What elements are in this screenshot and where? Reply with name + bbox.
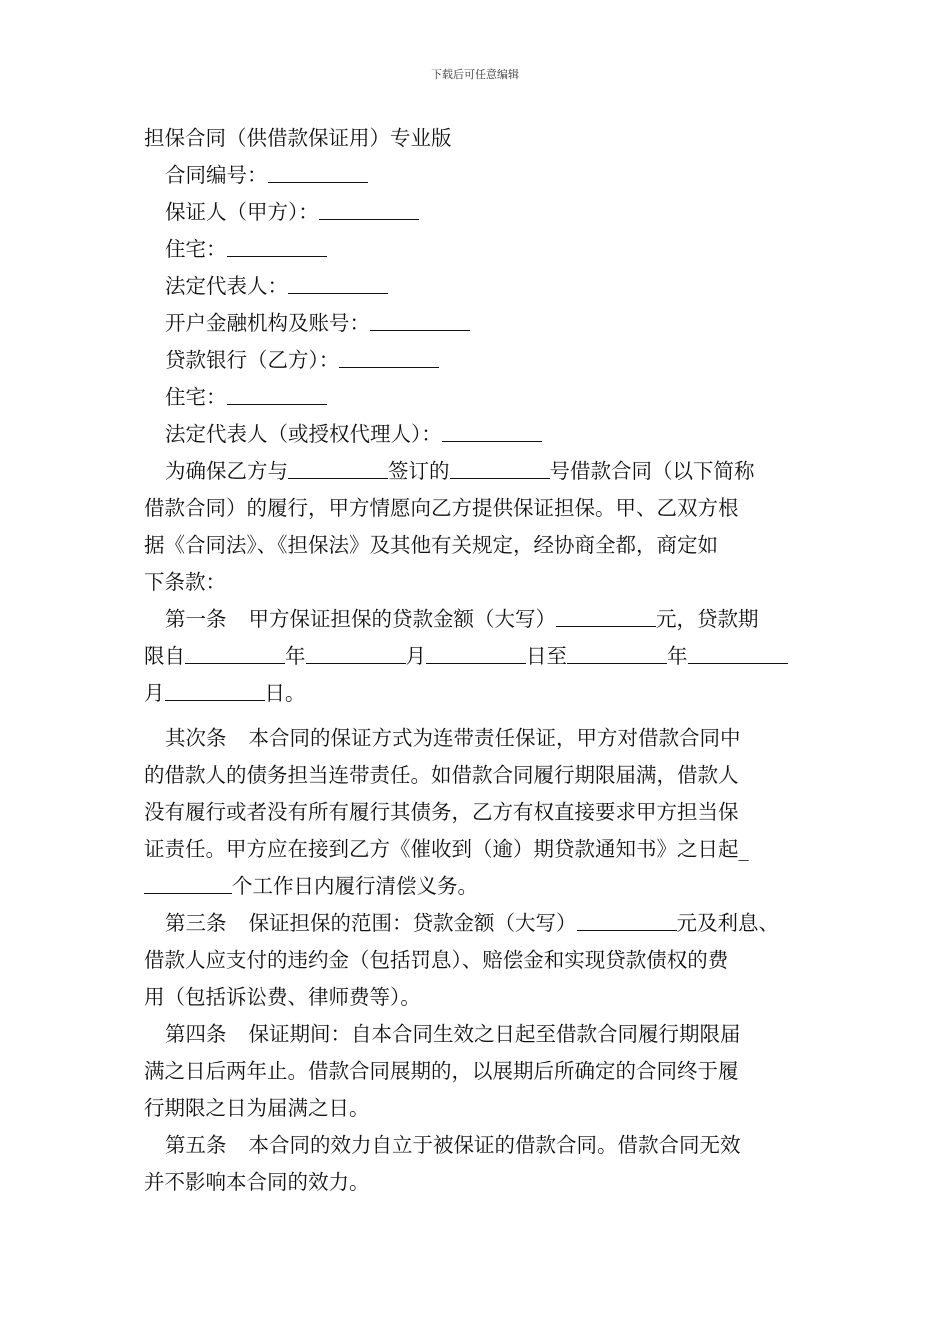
preamble-line: 据《合同法》、《担保法》及其他有关规定，经协商全都，商定如 bbox=[144, 533, 718, 557]
article-line bbox=[144, 1016, 809, 1053]
field-lender-address bbox=[144, 379, 809, 416]
fill-blank[interactable] bbox=[426, 643, 526, 664]
field-label: 法定代表人（或授权代理人）： bbox=[165, 422, 442, 446]
preamble-line: 下条款： bbox=[144, 570, 226, 594]
field-guarantor-rep bbox=[144, 268, 809, 305]
text: 个工作日内履行清偿义务。 bbox=[232, 874, 478, 898]
field-lender-rep bbox=[144, 416, 809, 453]
field-lender bbox=[144, 342, 809, 379]
fill-blank[interactable] bbox=[144, 873, 232, 894]
fill-blank[interactable] bbox=[688, 643, 788, 664]
text: 签订的 bbox=[388, 459, 450, 483]
preamble-line: 借款合同）的履行，甲方情愿向乙方提供保证担保。甲、乙双方根 bbox=[144, 496, 739, 520]
fill-blank[interactable] bbox=[268, 162, 368, 183]
text: 日。 bbox=[264, 681, 306, 705]
fill-blank[interactable] bbox=[450, 458, 550, 479]
article-label: 第五条 bbox=[165, 1133, 227, 1157]
fill-blank[interactable] bbox=[288, 273, 388, 294]
fill-blank[interactable] bbox=[227, 236, 327, 257]
contract-document bbox=[144, 120, 809, 1201]
article-label: 第四条 bbox=[165, 1022, 227, 1046]
article-label: 第一条 bbox=[165, 607, 227, 631]
article-4 bbox=[144, 1016, 809, 1127]
field-guarantor bbox=[144, 194, 809, 231]
fill-blank[interactable] bbox=[185, 643, 285, 664]
fill-blank[interactable] bbox=[319, 199, 419, 220]
text: 保证担保的范围：贷款金额（大写） bbox=[248, 911, 577, 935]
text: 保证期间：自本合同生效之日起至借款合同履行期限届 bbox=[248, 1022, 741, 1046]
text: 号借款合同（以下简称 bbox=[549, 459, 755, 483]
field-label: 合同编号： bbox=[165, 163, 268, 187]
article-1 bbox=[144, 601, 809, 712]
text: 本合同的保证方式为连带责任保证，甲方对借款合同中 bbox=[248, 726, 741, 750]
article-3 bbox=[144, 905, 809, 1016]
article-5 bbox=[144, 1127, 809, 1201]
article-line: 借款人应支付的违约金（包括罚息）、赔偿金和实现贷款债权的费 bbox=[144, 948, 729, 972]
fill-blank[interactable] bbox=[442, 421, 542, 442]
article-line: 没有履行或者没有所有履行其债务，乙方有权直接要求甲方担当保 bbox=[144, 800, 739, 824]
fill-blank[interactable] bbox=[165, 680, 265, 701]
fill-blank[interactable] bbox=[306, 643, 406, 664]
text: 限自 bbox=[144, 644, 185, 668]
article-line bbox=[144, 1127, 809, 1164]
article-label: 其次条 bbox=[165, 726, 227, 750]
text: 元及利息、 bbox=[676, 911, 779, 935]
article-line: 行期限之日为届满之日。 bbox=[144, 1096, 370, 1120]
field-label: 保证人（甲方）： bbox=[165, 200, 319, 224]
fill-blank[interactable] bbox=[288, 458, 388, 479]
article-line bbox=[144, 868, 809, 905]
article-line: 用（包括诉讼费、律师费等）。 bbox=[144, 985, 421, 1009]
text: 甲方保证担保的贷款金额（大写） bbox=[248, 607, 556, 631]
fill-blank[interactable] bbox=[339, 347, 439, 368]
article-line: 证责任。甲方应在接到乙方《催收到（逾）期贷款通知书》之日起_ bbox=[144, 837, 749, 861]
text: 本合同的效力自立于被保证的借款合同。借款合同无效 bbox=[248, 1133, 741, 1157]
article-line bbox=[144, 905, 809, 942]
text: 月 bbox=[144, 681, 165, 705]
article-line bbox=[144, 675, 809, 712]
text: 年 bbox=[285, 644, 306, 668]
article-line bbox=[144, 638, 809, 675]
article-label: 第三条 bbox=[165, 911, 227, 935]
field-label: 开户金融机构及账号： bbox=[165, 311, 370, 335]
text: 日至 bbox=[526, 644, 567, 668]
field-bank-account bbox=[144, 305, 809, 342]
field-label: 贷款银行（乙方）： bbox=[165, 348, 340, 372]
preamble-line bbox=[144, 453, 809, 490]
text: 元，贷款期 bbox=[656, 607, 759, 631]
preamble-paragraph bbox=[144, 453, 809, 601]
text: 年 bbox=[667, 644, 688, 668]
article-line: 的借款人的债务担当连带责任。如借款合同履行期限届满，借款人 bbox=[144, 763, 739, 787]
fill-blank[interactable] bbox=[227, 384, 327, 405]
header-note: 下载后可任意编辑 bbox=[431, 68, 519, 81]
article-line: 并不影响本合同的效力。 bbox=[144, 1170, 370, 1194]
fill-blank[interactable] bbox=[567, 643, 667, 664]
field-label: 住宅： bbox=[165, 385, 227, 409]
field-contract-no bbox=[144, 157, 809, 194]
article-line bbox=[144, 601, 809, 638]
field-guarantor-address bbox=[144, 231, 809, 268]
field-label: 住宅： bbox=[165, 237, 227, 261]
fill-blank[interactable] bbox=[370, 310, 470, 331]
fill-blank[interactable] bbox=[577, 910, 677, 931]
fill-blank[interactable] bbox=[556, 606, 656, 627]
article-line: 满之日后两年止。借款合同展期的，以展期后所确定的合同终于履 bbox=[144, 1059, 739, 1083]
text: 月 bbox=[405, 644, 426, 668]
document-title: 担保合同（供借款保证用）专业版 bbox=[144, 126, 452, 150]
article-2 bbox=[144, 720, 809, 905]
text: 为确保乙方与 bbox=[165, 459, 288, 483]
field-label: 法定代表人： bbox=[165, 274, 288, 298]
article-line bbox=[144, 720, 809, 757]
